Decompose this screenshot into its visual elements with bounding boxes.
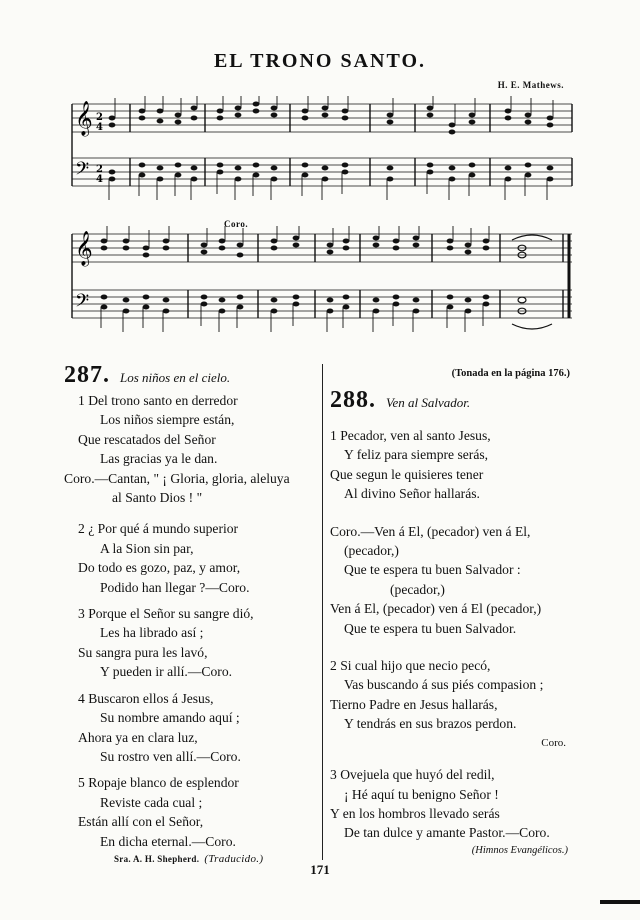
stanza-1 [330,426,580,504]
scan-edge-mark [600,900,640,904]
chorus-line: Coro.—Cantan, " ¡ Gloria, gloria, aleluya [64,470,290,486]
hymn-heading [64,362,316,389]
verse-line: Tierno Padre en Jesus hallarás, [330,696,498,712]
chorus-line: (pecador,) [344,543,399,559]
stanza-2 [64,519,316,597]
hymn-heading [330,387,580,414]
verse-line: 1 Del trono santo en derredor [78,393,238,408]
verse-line: Podido han llegar ?—Coro. [100,579,250,595]
verse-line: Su sangra pura les lavó, [78,644,208,660]
stanza-4 [64,689,316,767]
svg-text:𝄢: 𝄢 [75,159,90,184]
hymn-number: 287. [64,362,110,388]
chorus-line: Ven á El, (pecador) ven á El (pecador,) [330,601,542,617]
verse-line: Que segun le quisieres tener [330,466,484,482]
music-notation-icon [60,96,580,206]
tune-reference: (Tonada en la página 176.) [451,368,570,379]
column-divider [322,364,323,860]
music-notation-icon [60,226,580,338]
coro-label: Coro. [224,219,249,229]
stanza-2 [330,656,580,753]
verse-line: Y tendrás en sus brazos perdon. [344,716,517,732]
verse-line: Su nombre amando aquí ; [100,710,240,726]
hymn-287 [64,362,316,865]
hymn-288 [330,368,580,856]
svg-text:2: 2 [96,112,103,123]
verse-line: Do todo es gozo, paz, y amor, [78,560,241,576]
verse-line: Y feliz para siempre serás, [344,447,489,463]
stanza-5 [64,773,316,851]
svg-text:4: 4 [96,122,103,133]
svg-text:𝄞: 𝄞 [75,231,93,266]
verse-line: 3 Porque el Señor su sangre dió, [78,606,254,622]
svg-text:𝄞: 𝄞 [75,101,93,136]
verse-line: ¡ Hé aquí tu benigno Señor ! [344,786,499,802]
verse-line: Están allí con el Señor, [78,814,204,830]
verse-line: Y en los hombros llevado serás [330,805,500,821]
chorus [330,522,580,638]
svg-text:𝄢: 𝄢 [75,291,90,316]
verse-line: 2 ¿ Por qué á mundo superior [78,521,239,537]
stanza-1 [64,391,316,507]
verse-line: De tan dulce y amante Pastor.—Coro. [344,825,550,841]
stanza-3 [64,604,316,682]
svg-text:4: 4 [96,174,103,185]
chorus-line: Que te espera tu buen Salvador. [344,620,517,636]
chorus-marker: Coro. [541,736,566,749]
composer-credit: H. E. Mathews. [497,80,564,90]
translation-note: (Traducido.) [204,852,264,865]
verse-line: Ahora ya en clara luz, [78,729,198,745]
page-title: EL TRONO SANTO. [213,50,427,72]
verse-line: Las gracias ya le dan. [100,451,218,467]
chorus-line: al Santo Dios ! " [112,490,203,506]
hymn-number: 288. [330,387,376,413]
music-score-system-1 [60,96,580,206]
chorus-line: Que te espera tu buen Salvador : [344,562,521,578]
stanza-3 [330,765,580,843]
verse-line: Reviste cada cual ; [100,794,203,810]
verse-line: A la Sion sin par, [100,540,194,556]
source-credit: (Himnos Evangélicos.) [471,844,568,856]
page-number: 171 [310,862,330,877]
chorus-line: Coro.—Ven á El, (pecador) ven á El, [330,523,531,539]
verse-line: 2 Si cual hijo que necio pecó, [330,658,491,674]
verse-line: Les ha librado así ; [100,625,204,641]
verse-line: 3 Ovejuela que huyó del redil, [330,767,495,783]
verse-line: En dicha eternal.—Coro. [100,833,236,849]
hymn-title: Ven al Salvador. [386,395,471,410]
music-score-system-2 [60,226,580,338]
verse-line: Vas buscando á sus piés compasion ; [344,677,544,693]
author-name: Sra. A. H. Shepherd. [114,853,200,864]
verse-line: 5 Ropaje blanco de esplendor [78,775,239,791]
hymn-title: Los niños en el cielo. [120,370,231,385]
verse-line: Su rostro ven allí.—Coro. [100,748,241,764]
verse-line: Que rescatados del Señor [78,431,216,447]
verse-line: Los niños siempre están, [100,412,235,428]
verse-line: 4 Buscaron ellos á Jesus, [78,690,214,706]
verse-line: Y pueden ir allí.—Coro. [100,664,233,680]
verse-line: 1 Pecador, ven al santo Jesus, [330,428,491,443]
chorus-line: (pecador,) [390,581,445,597]
verse-line: Al divino Señor hallarás. [344,486,480,502]
svg-text:2: 2 [96,164,103,175]
